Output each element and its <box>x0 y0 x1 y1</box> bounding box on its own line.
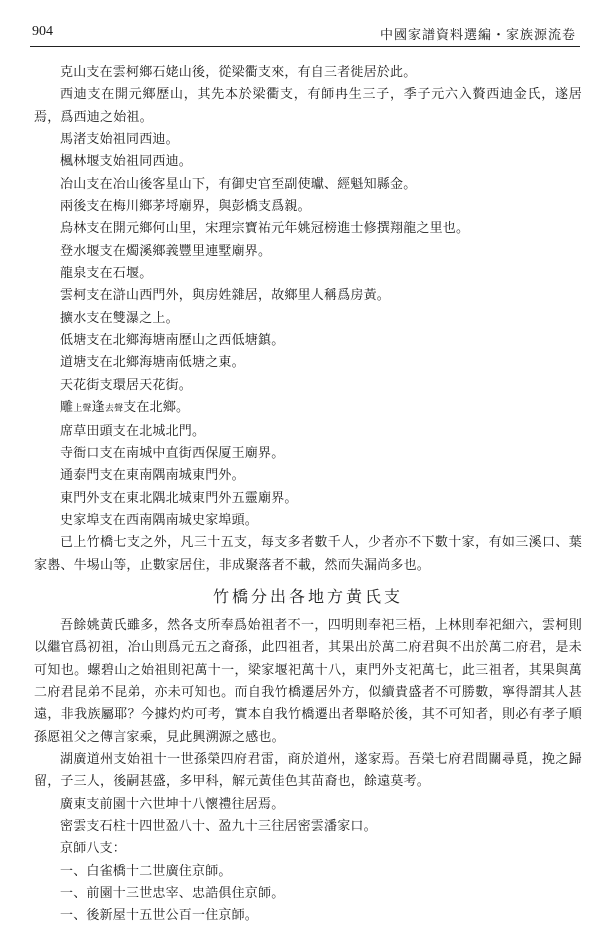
branch-line: 楓林堰支始祖同西迪。 <box>60 154 193 170</box>
branch-line-rest: 支在北鄉。 <box>123 400 190 416</box>
branch-line: 西迪支在開元鄉歷山，其先本於梁衢支，有師冉生三子，季子元六入贅西迪金氏，遂居焉，爲西迪之始祖。 <box>34 87 582 125</box>
branch-line: 東門外支在東北隅北城東門外五靈廟界。 <box>60 490 298 506</box>
branch-line: 登水堰支在燭溪鄉義豐里連墅廟界。 <box>60 243 272 259</box>
glyph-diao: 雕 <box>60 400 74 416</box>
section-paragraph: 湖廣道州支始祖十一世孫榮四府君雷，商於道州，遂家焉。吾榮七府君間關尋覓，挽之歸留，子三人，後嗣甚盛，多甲科，解元黃佳色其苗裔也，餘遠莫考。 <box>34 751 582 790</box>
branch-line: 兩後支在梅川鄉茅埒廟界，與彭橋支爲親。 <box>60 199 311 215</box>
page-number: 904 <box>32 24 53 39</box>
branch-line: 擴水支在雙瀑之上。 <box>60 310 179 326</box>
summary-paragraph: 已上竹橋七支之外，凡三十五支，每支多者數千人，少者亦不下數十家，有如三溪口、葉家嶴、牛埸山等，止數家居住，非成聚落者不載，然而失漏尚多也。 <box>34 535 582 573</box>
header-rule <box>30 46 580 47</box>
page-header <box>0 0 610 46</box>
tone-note: 上聲 <box>73 404 92 415</box>
branch-line: 馬渚支始祖同西迪。 <box>60 132 179 148</box>
section-paragraph: 廣東支前園十六世坤十八懷禮往居焉。 <box>60 796 285 812</box>
section-paragraph: 吾餘姚黃氏雖多，然各支所奉爲始祖者不一，四明則奉祀三梧，上林則奉祀細六，雲柯則以繼官爲初祖，冶山則爲元五之裔孫，此四祖者，其果出於萬二府君與不出於萬二府君，是未可知也。螺碧山之始祖則祀萬十一，梁家堰祀萬十八，東門外支祀萬七，此三祖者，其果與萬二府君昆弟不昆弟，亦未可知也。而自我竹橋遷居外方，似續貴盛者不可勝數，寧得謂其人甚遠，非我族屬耶？今據灼灼可考，實本自我竹橋遷出者舉略於後，其不可知者，則必有孝子順孫愿祖父之傳言家乘，見此興溯源之感也。 <box>34 617 582 745</box>
tone-note: 去聲 <box>104 404 124 415</box>
section-paragraph: 一、後新屋十五世公百一住京師。 <box>60 908 259 924</box>
branch-line: 道塘支在北鄉海塘南低塘之東。 <box>60 355 245 371</box>
section-paragraph: 一、白雀橋十二世廣住京師。 <box>60 863 232 879</box>
branch-line: 克山支在雲柯鄉石姥山後，從梁衢支來，有自三者徙居於此。 <box>60 65 417 80</box>
branch-line-with-tone-notes <box>34 397 582 420</box>
branch-line: 天花街支環居天花街。 <box>60 377 193 393</box>
branch-line: 寺衙口支在南城中直街西保厦王廟界。 <box>60 445 285 461</box>
glyph-feng: 逢 <box>91 400 105 416</box>
branch-line: 雲柯支在滸山西門外，與房姓雜居，故鄉里人稱爲房黃。 <box>60 288 391 304</box>
section-paragraph: 密雲支石柱十四世盈八十、盈九十三往居密雲潘家口。 <box>60 819 377 834</box>
running-title: 中國家譜資料選編・家族源流卷 <box>379 28 576 43</box>
branch-line: 通泰門支在東南隅南城東門外。 <box>60 468 245 484</box>
section-title: 竹橋分出各地方黄氏支 <box>212 586 403 606</box>
branch-line: 龍泉支在石堰。 <box>60 266 153 282</box>
branch-line: 史家埠支在西南隅南城史家埠頭。 <box>60 512 259 528</box>
section-paragraph: 一、前園十三世忠宰、忠誥俱住京師。 <box>60 886 285 902</box>
page-body <box>34 62 582 928</box>
branch-line: 低塘支在北鄉海塘南歷山之西低塘鎮。 <box>60 333 285 349</box>
branch-line: 烏林支在開元鄉何山里，宋理宗寶祐元年姚冠榜進士修撰翔龍之里也。 <box>60 221 470 237</box>
branch-line: 席草田頭支在北城北門。 <box>60 423 206 439</box>
section-paragraph: 京師八支： <box>60 841 127 857</box>
branch-line: 冶山支在冶山後客星山下，有御史官至副使瓛、經魁知縣金。 <box>60 176 417 192</box>
